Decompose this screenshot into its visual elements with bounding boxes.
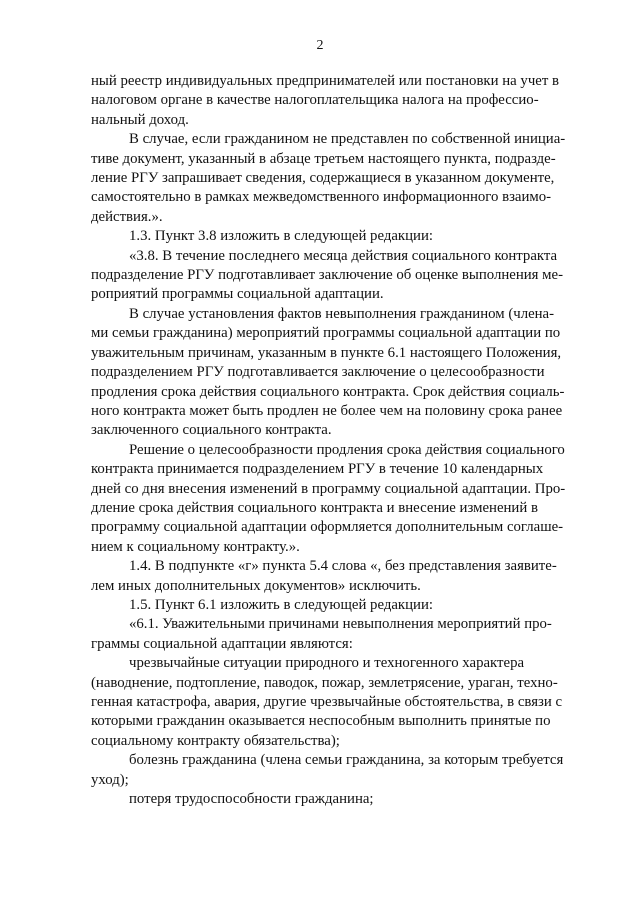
paragraph-extension-decision: Решение о целесообразности продления срока действия социального контракта принимается подразделением РГУ в течение 10 календарных дней со дня внесения изменений в программу социальной адаптации. Про- дление срока действия социального контракта и внесение изменений в программу социальной адаптации оформляется дополнительным соглаше- нием к социальному контракту.». <box>91 441 566 555</box>
paragraph-item-1-3: 1.3. Пункт 3.8 изложить в следующей редакции: <box>129 228 433 245</box>
paragraph-request-info: В случае, если гражданином не представлен по собственной инициа- тиве документ, указанный в абзаце третьем настоящего пункта, подразде- ление РГУ запрашивает сведения, содержащиеся в указанном документе, самостоятельно в рамках межведомственного информационного взаимо- действия.». <box>91 131 566 225</box>
paragraph-item-1-4: 1.4. В подпункте «г» пункта 5.4 слова «, без представления заявите- лем иных дополнительных документов» исключить. <box>91 558 557 594</box>
paragraph-clause-3-8: «3.8. В течение последнего месяца действия социального контракта подразделение РГУ подготавливает заключение об оценке выполнения ме- роприятий программы социальной адаптации. <box>91 247 564 303</box>
paragraph-disability: потеря трудоспособности гражданина; <box>129 791 374 808</box>
document-body <box>91 72 579 809</box>
paragraph-illness: болезнь гражданина (члена семьи гражданина, за которым требуется уход); <box>91 752 564 788</box>
paragraph-non-fulfillment: В случае установления фактов невыполнения гражданином (члена- ми семьи гражданина) мероприятий программы социальной адаптации по уважительным причинам, указанным в пункте 6.1 настоящего Положения, подразделением РГУ подготавливается заключение о целесообразности продления срока действия социального контракта. Срок действия социаль- ного контракта может быть продлен не более чем на половину срока ранее заключенного социального контракта. <box>91 305 565 439</box>
paragraph-clause-6-1: «6.1. Уважительными причинами невыполнения мероприятий про- граммы социальной адаптации являются: <box>91 616 552 652</box>
paragraph-emergencies: чрезвычайные ситуации природного и техногенного характера (наводнение, подтопление, паводок, пожар, землетрясение, ураган, техно- генная катастрофа, авария, другие чрезвычайные обстоятельства, в связи с которыми гражданин оказывается неспособным выполнить принятые по социальному контракту обязательства); <box>91 655 563 749</box>
paragraph-item-1-5: 1.5. Пункт 6.1 изложить в следующей редакции: <box>129 596 433 613</box>
paragraph-continuation: ный реестр индивидуальных предпринимателей или постановки на учет в налоговом органе в качестве налогоплательщика налога на профессио- нальный доход. <box>91 73 559 128</box>
page-number: 2 <box>316 38 324 53</box>
